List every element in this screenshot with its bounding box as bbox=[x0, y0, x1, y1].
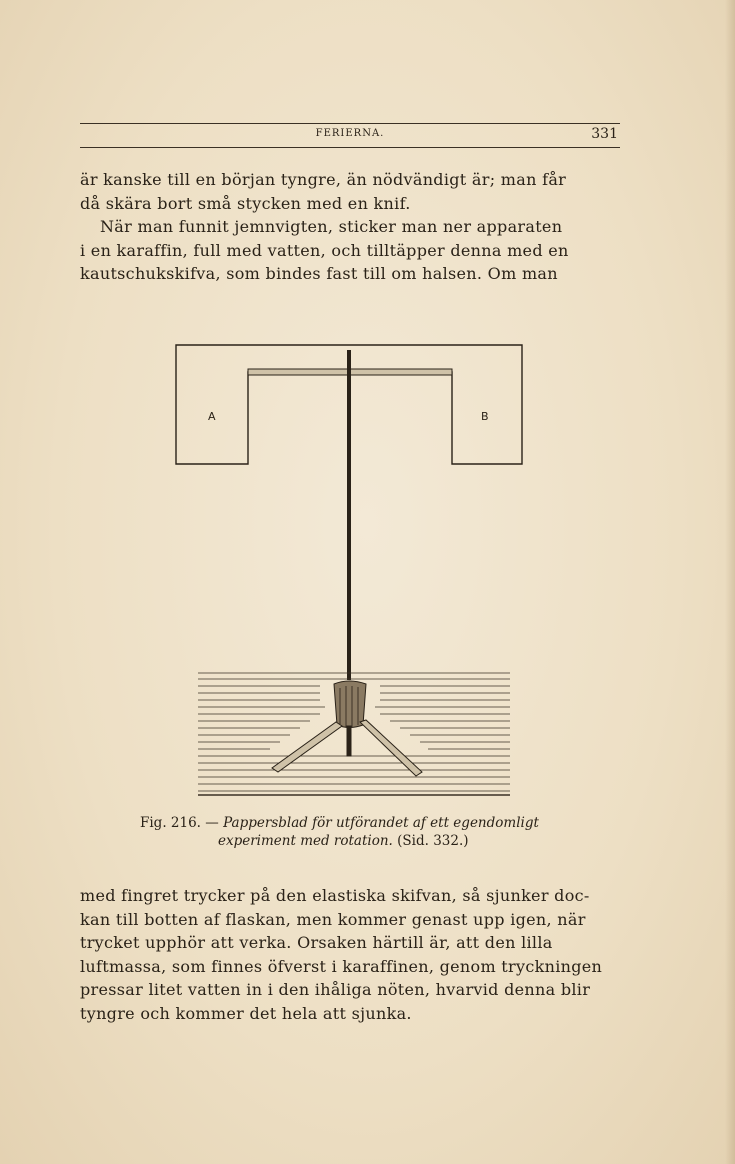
text-line: med fingret trycker på den elastiska skifvan, så sjunker doc- bbox=[80, 886, 590, 905]
figure-216-illustration bbox=[170, 340, 530, 810]
caption-line2 bbox=[140, 832, 580, 850]
page-number: 331 bbox=[591, 126, 618, 142]
running-head: FERIERNA. bbox=[315, 128, 385, 139]
text-line: kautschukskifva, som bindes fast till om halsen. Om man bbox=[80, 264, 558, 283]
text-line: i en karaffin, full med vatten, och tilltäpper denna med en bbox=[80, 240, 569, 260]
label-a: A bbox=[208, 410, 216, 423]
vertical-rod bbox=[347, 350, 351, 680]
paragraph-bottom bbox=[80, 884, 620, 1025]
page-edge-shadow bbox=[725, 0, 735, 1164]
tripod-legs bbox=[272, 720, 422, 776]
figure-caption bbox=[140, 814, 580, 850]
text-line: tyngre och kommer det hela att sjunka. bbox=[80, 1003, 412, 1023]
text-line: luftmassa, som finnes öfverst i karaffinen, genom tryckningen bbox=[80, 956, 603, 976]
cork-float bbox=[334, 681, 366, 728]
text-line: pressar litet vatten in i den ihåliga nöten, hvarvid denna blir bbox=[80, 980, 591, 999]
text-line: trycket upphör att verka. Orsaken härtill är, att den lilla bbox=[80, 933, 553, 952]
text-line: då skära bort små stycken med en knif. bbox=[80, 193, 411, 213]
paragraph-top bbox=[80, 168, 620, 286]
caption-number: Fig. 216. — bbox=[140, 815, 219, 831]
header-rule-top bbox=[80, 123, 620, 124]
caption-page-ref: (Sid. 332.) bbox=[397, 833, 469, 849]
text-line-content: När man funnit jemnvigten, sticker man ner apparaten bbox=[100, 217, 563, 236]
label-b: B bbox=[481, 410, 489, 423]
text-line bbox=[80, 215, 620, 239]
text-line: är kanske till en början tyngre, än nödvändigt är; man får bbox=[80, 170, 567, 189]
caption-text-line2: experiment med rotation. bbox=[218, 833, 393, 849]
caption-text-line1: Pappersblad för utförandet af ett egendomligt bbox=[223, 815, 539, 831]
header-rule-bottom bbox=[80, 147, 620, 148]
text-line: kan till botten af flaskan, men kommer genast upp igen, när bbox=[80, 909, 586, 929]
